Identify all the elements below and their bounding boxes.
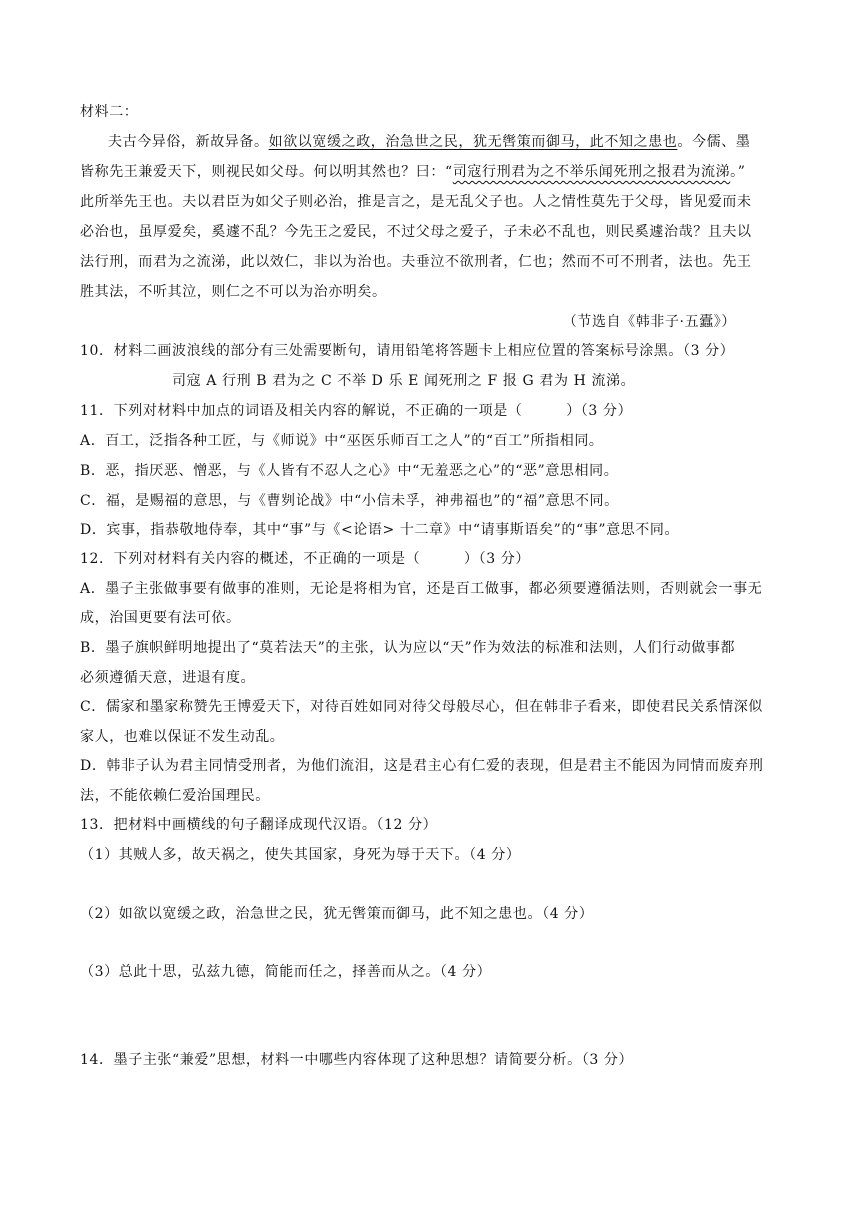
question-12-option-a-cont: 成，治国更要有法可依。 [80,610,241,626]
passage-line: 法行刑，而君为之流涕，此以效仁，非以为治也。夫垂泣不欲刑者，仁也；然而不可不刑者，法也。先王 [80,254,752,270]
question-10-stem: 10．材料二画波浪线的部分有三处需要断句，请用铅笔将答题卡上相应位置的答案标号涂黑。（3 分） [80,343,735,359]
question-12-option-c-cont: 家人，也难以保证不发生动乱。 [80,729,285,745]
question-10-sentence: 司寇 A 行刑 B 君为之 C 不举 D 乐 E 闻死刑之 F 报 G 君为 H 流涕。 [172,373,636,389]
question-12-option-d-cont: 法，不能依赖仁爱治国理民。 [80,788,270,804]
question-11-option-c: C．福，是赐福的意思，与《曹刿论战》中“小信未孚，神弗福也”的“福”意思不同。 [80,493,619,509]
passage-line [80,162,780,182]
question-12-option-b-cont: 必须遵循天意，进退有度。 [80,670,256,686]
passage-line [108,132,808,152]
question-12-option-c: C．儒家和墨家称赞先王博爱天下，对待百姓如同对待父母般尽心，但在韩非子看来，即使君民关系情深似 [80,699,763,715]
source-citation: （节选自《韩非子·五蠹》） [562,314,736,330]
question-13-sentence-2: （2）如欲以宽缓之政，治急世之民，犹无辔策而御马，此不知之患也。（4 分） [80,906,594,922]
question-12-option-b: B．墨子旗帜鲜明地提出了“莫若法天”的主张，认为应以“天”作为效法的标准和法则，人们行动做事都 [80,640,736,656]
passage-line: 此所举先王也。夫以君臣为如父子则必治，推是言之，是无乱父子也。人之情性莫先于父母，皆见爱而未 [80,194,752,210]
question-12-stem: 12．下列对材料有关内容的概述，不正确的一项是（ ）（3 分） [80,551,530,567]
question-13-sentence-1: （1）其贼人多，故天祸之，使失其国家，身死为辱于天下。（4 分） [80,847,521,863]
question-11-option-d: D．宾事，指恭敬地侍奉，其中“事”与《<论语> 十二章》中“请事斯语矣”的“事”意思不同。 [80,522,680,538]
passage-line: 胜其法，不听其泣，则仁之不可以为治亦明矣。 [80,284,387,300]
underlined-sentence: 如欲以宽缓之政，治急世之民，犹无辔策而御马，此不知之患也 [268,134,678,150]
material-two-title: 材料二： [80,104,139,120]
question-14-stem: 14．墨子主张“兼爱”思想，材料一中哪些内容体现了这种思想？请简要分析。（3 分） [80,1052,634,1068]
question-11-stem: 11．下列对材料中加点的词语及相关内容的解说，不正确的一项是（ ）（3 分） [80,403,633,419]
passage-text: 。今儒、墨 [677,134,751,150]
wavy-underlined-sentence: 司寇行刑君为之不举乐闻死刑之报君为流涕 [452,164,731,180]
passage-text: 皆称先王兼爱天下，则视民如父母。何以明其然也？曰：“ [80,164,453,180]
question-11-option-a: A．百工，泛指各种工匠，与《师说》中“巫医乐师百工之人”的“百工”所指相同。 [80,433,604,449]
question-12-option-d: D．韩非子认为君主同情受刑者，为他们流泪，这是君主心有仁爱的表现，但是君主不能因为同情而废弃刑 [80,758,764,774]
question-11-option-b: B．恶，指厌恶、憎恶，与《人皆有不忍人之心》中“无羞恶之心”的“恶”意思相同。 [80,463,619,479]
passage-text: 夫古今异俗，新故异备。 [108,134,269,150]
passage-text: 。” [730,164,746,180]
passage-line: 必治也，虽厚爱矣，奚遽不乱？今先王之爱民，不过父母之爱子，子未必不乱也，则民奚遽治哉？且夫以 [80,224,752,240]
question-13-sentence-3: （3）总此十思，弘兹九德，简能而任之，择善而从之。（4 分） [80,964,492,980]
question-13-stem: 13．把材料中画横线的句子翻译成现代汉语。（12 分） [80,817,438,833]
question-12-option-a: A．墨子主张做事要有做事的准则，无论是将相为官，还是百工做事，都必须要遵循法则，否则就会一事无 [80,581,763,597]
